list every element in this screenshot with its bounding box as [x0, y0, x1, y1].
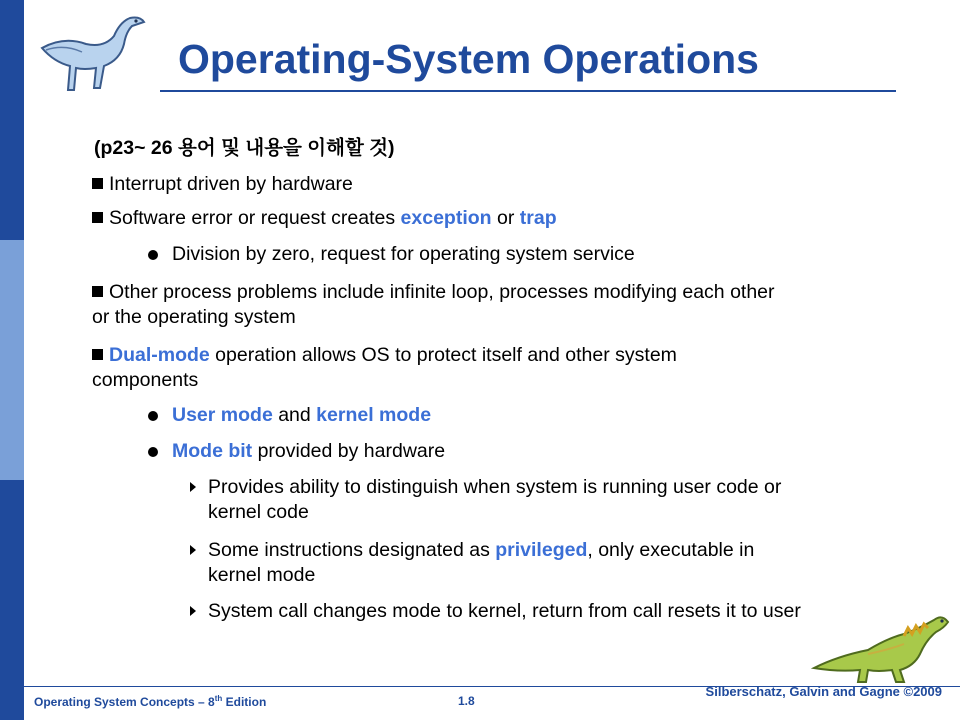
bullet-text: Some instructions designated as — [208, 539, 496, 561]
bullet-software-error — [92, 206, 557, 230]
triangle-bullet-icon — [190, 482, 196, 492]
dinosaur-logo-bottom — [808, 598, 954, 691]
sub-sub-bullet-system-call: System call changes mode to kernel, return from call resets it to user — [208, 600, 801, 622]
footer-page-number: 1.8 — [458, 694, 475, 708]
term-privileged: privileged — [495, 539, 588, 561]
sub-sub-bullet-privileged — [208, 538, 754, 562]
dinosaur-logo-top — [34, 8, 152, 101]
bullet-text: or — [491, 207, 520, 229]
round-bullet-icon — [148, 447, 158, 457]
bullet-text: Other process problems include infinite loop, processes modifying each other — [109, 281, 775, 303]
bullet-interrupt-driven — [92, 172, 353, 196]
square-bullet-icon — [92, 178, 103, 189]
square-bullet-icon — [92, 286, 103, 297]
footer-book-title-text: Operating System Concepts – 8 — [34, 695, 215, 709]
triangle-bullet-icon — [190, 545, 196, 555]
square-bullet-icon — [92, 349, 103, 360]
round-bullet-icon — [148, 411, 158, 421]
term-dual-mode: Dual-mode — [109, 344, 210, 366]
bullet-text: operation allows OS to protect itself and other system — [209, 344, 677, 366]
round-bullet-icon — [148, 250, 158, 260]
square-bullet-icon — [92, 212, 103, 223]
bullet-text: , only executable in — [587, 539, 755, 561]
footer-edition-sup: th — [214, 694, 223, 703]
term-kernel-mode: kernel mode — [316, 404, 432, 426]
slide-title: Operating-System Operations — [178, 36, 759, 82]
term-mode-bit: Mode bit — [172, 440, 253, 462]
footer-book-title — [34, 694, 266, 709]
footer-authors: Silberschatz, Galvin and Gagne ©2009 — [705, 684, 942, 699]
slide-footer — [24, 686, 960, 720]
bullet-dual-mode-cont: components — [92, 369, 199, 391]
left-bar-segment-dark-bottom — [0, 480, 24, 720]
sub-bullet-user-kernel-mode — [172, 403, 431, 427]
sub-sub-bullet-distinguish: Provides ability to distinguish when system is running user code or — [208, 476, 782, 498]
title-underline — [160, 90, 896, 92]
term-trap: trap — [519, 207, 557, 229]
triangle-bullet-icon — [190, 606, 196, 616]
sub-bullet-division-by-zero: Division by zero, request for operating system service — [172, 243, 635, 265]
page-reference-note: (p23~ 26 용어 및 내용을 이해할 것) — [94, 137, 395, 159]
sub-sub-bullet-privileged-cont: kernel mode — [208, 564, 316, 586]
bullet-text: Interrupt driven by hardware — [109, 173, 353, 195]
term-user-mode: User mode — [172, 404, 273, 426]
footer-edition-text: Edition — [222, 695, 267, 709]
sub-bullet-mode-bit — [172, 439, 445, 463]
bullet-text: Software error or request creates — [109, 207, 401, 229]
bullet-dual-mode — [92, 343, 677, 367]
sub-sub-bullet-distinguish-cont: kernel code — [208, 501, 309, 523]
bullet-other-process-problems-cont: or the operating system — [92, 306, 296, 328]
left-bar-segment-light — [0, 240, 24, 480]
term-exception: exception — [400, 207, 492, 229]
left-accent-bar — [0, 0, 24, 720]
left-bar-segment-dark-top — [0, 0, 24, 240]
bullet-text: and — [272, 404, 317, 426]
bullet-other-process-problems — [92, 280, 775, 304]
bullet-text: provided by hardware — [252, 440, 446, 462]
